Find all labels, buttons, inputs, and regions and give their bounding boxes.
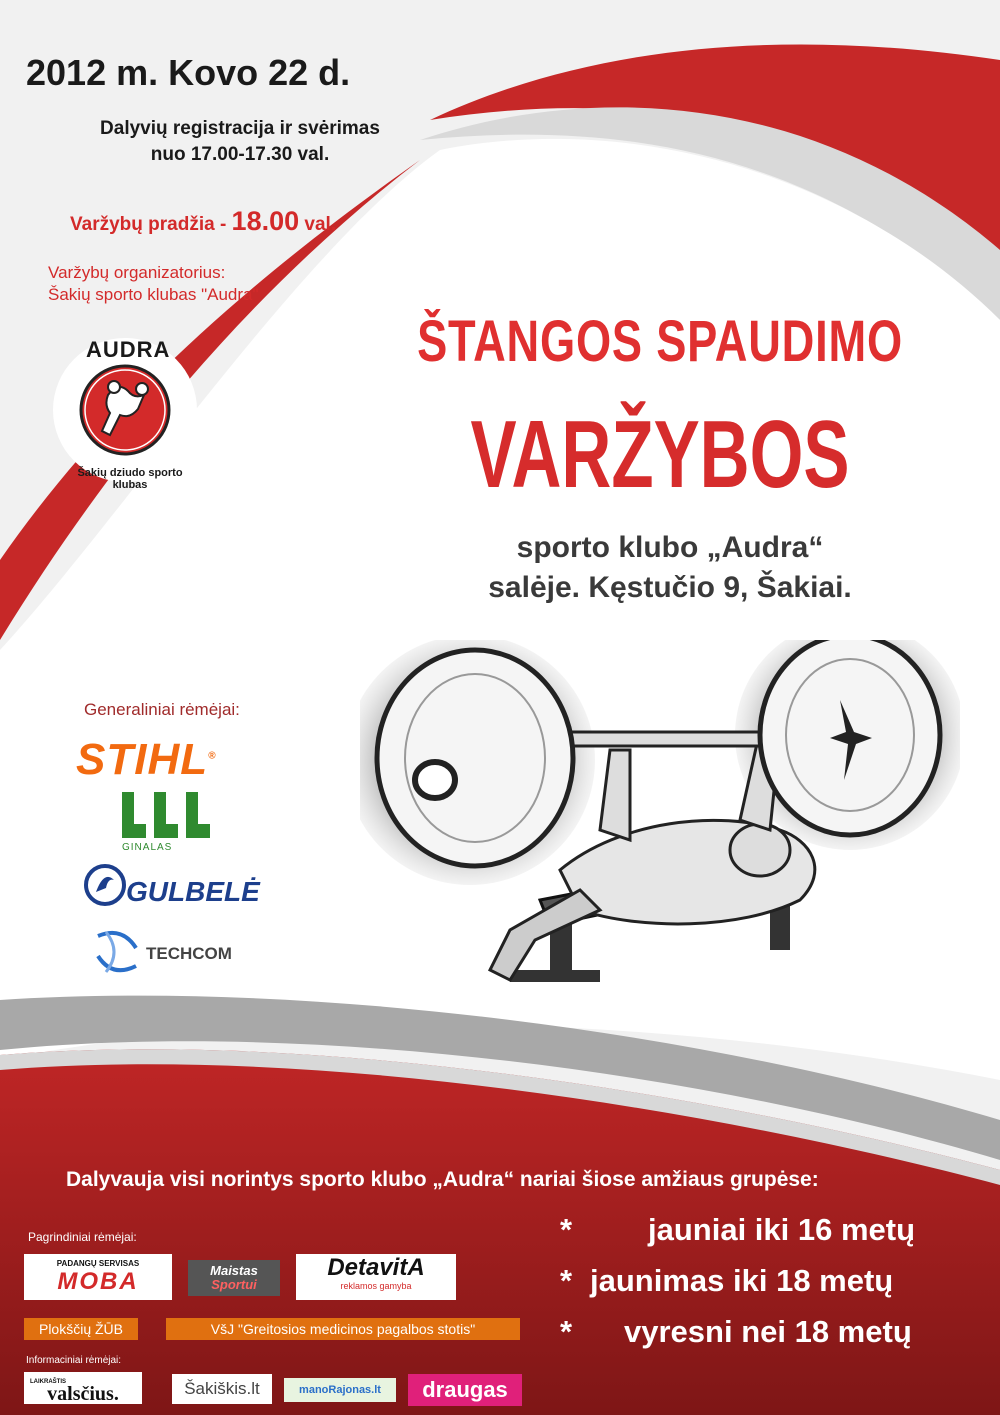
draugas-logo: draugas xyxy=(408,1374,522,1406)
age-group-1 xyxy=(560,1212,960,1248)
club-logo-ring-text: Šakių dziudo sporto klubas xyxy=(77,467,183,491)
main-sponsors-label: Pagrindiniai rėmėjai: xyxy=(28,1230,137,1244)
valscius-small: LAIKRAŠTIS xyxy=(30,1379,66,1385)
registration-line2: nuo 17.00-17.30 val. xyxy=(150,144,330,165)
start-time: 18.00 xyxy=(231,206,300,236)
ginalas-text: GINALAS xyxy=(122,842,173,853)
club-logo xyxy=(50,335,200,491)
sakiskis-logo: Šakiškis.lt xyxy=(172,1374,272,1404)
techcom-text: TECHCOM xyxy=(146,944,232,963)
age-group-bullet: * xyxy=(560,1263,573,1298)
gulbele-swan-icon xyxy=(84,864,126,906)
info-sponsors-label: Informaciniai rėmėjai: xyxy=(26,1355,122,1366)
title-line2: VARŽYBOS xyxy=(470,401,850,508)
organizer-name: Šakių sporto klubas "Audra" xyxy=(48,285,259,304)
organizer-label: Varžybų organizatorius: xyxy=(48,263,226,282)
venue-line2: salėje. Kęstučio 9, Šakiai. xyxy=(488,571,852,604)
manorajonas-logo: manoRajonas.lt xyxy=(284,1378,396,1402)
stihl-text: STIHL xyxy=(76,735,209,784)
plokksciu-zub-logo: Plokščių ŽŪB xyxy=(24,1318,138,1340)
moba-text: MOBA xyxy=(57,1267,139,1295)
detavita-sub: reklamos gamyba xyxy=(340,1281,412,1291)
age-group-label: jaunimas iki 18 metų xyxy=(590,1263,894,1298)
maistas-sportui-logo xyxy=(188,1260,280,1296)
age-group-label: jauniai iki 16 metų xyxy=(648,1212,916,1247)
maistas-line1: Maistas xyxy=(210,1263,258,1278)
valscius-logo xyxy=(24,1372,142,1404)
club-logo-name: AUDRA xyxy=(86,337,171,362)
techcom-logo-icon xyxy=(92,926,142,978)
age-group-3 xyxy=(560,1314,960,1350)
start-time-info xyxy=(70,206,336,237)
maistas-line2: Sportui xyxy=(211,1277,257,1292)
event-date: 2012 m. Kovo 22 d. xyxy=(26,52,351,93)
moba-logo xyxy=(24,1254,172,1300)
stihl-logo: STIHL® xyxy=(76,735,217,784)
registration-line1: Dalyvių registracija ir svėrimas xyxy=(100,118,380,139)
title-line1: ŠTANGOS SPAUDIMO xyxy=(417,309,903,374)
bench-press-illustration xyxy=(360,640,960,1000)
age-group-bullet: * xyxy=(560,1314,573,1349)
start-unit: val. xyxy=(299,214,337,235)
detavita-text: DetavitA xyxy=(327,1254,425,1281)
start-label: Varžybų pradžia - xyxy=(70,214,232,235)
venue-line1: sporto klubo „Audra“ xyxy=(516,531,824,564)
age-group-bullet: * xyxy=(560,1212,573,1247)
age-group-2 xyxy=(560,1263,960,1299)
moba-top-text: PADANGŲ SERVISAS xyxy=(56,1258,140,1268)
organizer-info xyxy=(48,262,259,306)
gulbele-text: GULBELĖ xyxy=(126,876,260,907)
valscius-text: valsčius. xyxy=(47,1383,119,1405)
ginalas-logo-mark xyxy=(120,790,215,842)
registration-info xyxy=(40,116,440,168)
participants-intro: Dalyvauja visi norintys sporto klubo „Audra“ nariai šiose amžiaus grupėse: xyxy=(66,1168,819,1191)
vsi-logo: VšJ "Greitosios medicinos pagalbos stotis" xyxy=(166,1318,520,1340)
detavita-logo xyxy=(296,1254,456,1300)
venue xyxy=(420,528,920,608)
general-sponsors-label: Generaliniai rėmėjai: xyxy=(84,700,240,719)
age-group-label: vyresni nei 18 metų xyxy=(624,1314,912,1349)
